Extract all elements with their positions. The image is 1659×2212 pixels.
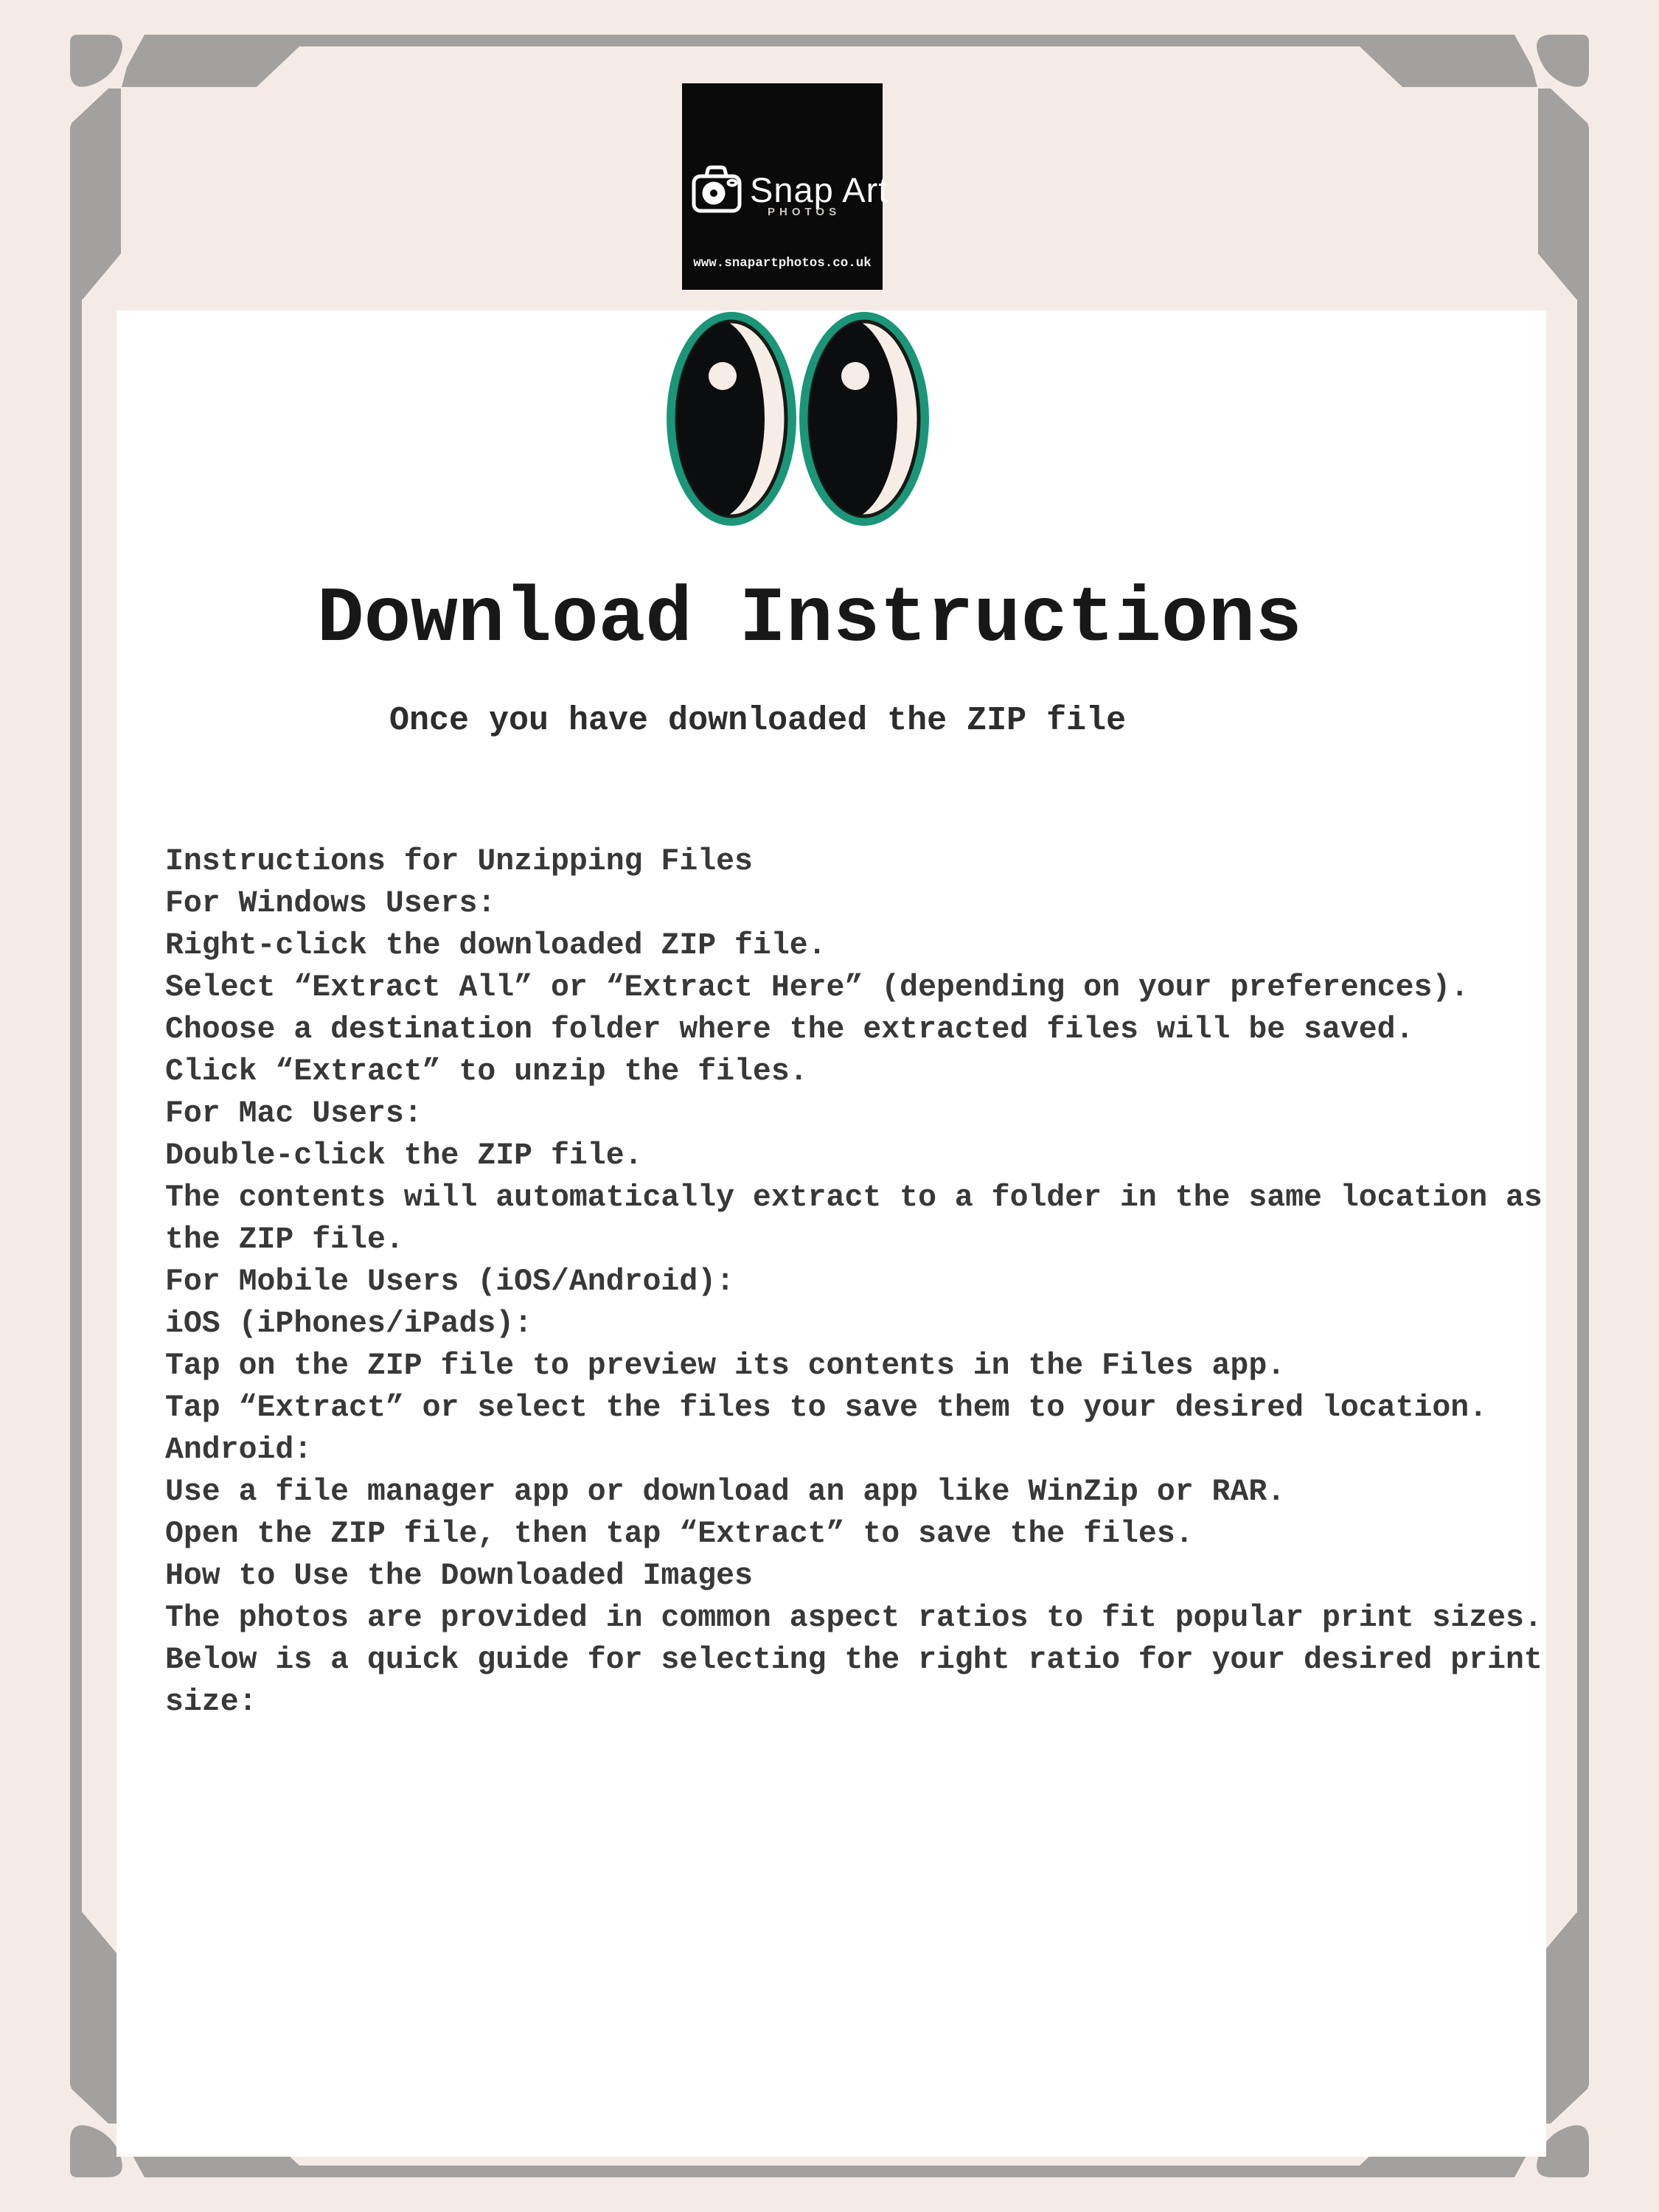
text-line: Double-click the ZIP file. [165, 1138, 643, 1173]
text-line: Instructions for Unzipping Files [165, 844, 753, 879]
page-title: Download Instructions [317, 575, 1302, 664]
text-line: For Windows Users: [165, 886, 496, 921]
text-line: Android: [165, 1433, 313, 1467]
text-line: Choose a destination folder where the extracted files will be saved. [165, 1012, 1414, 1047]
text-line: Tap “Extract” or select the files to save them to your desired location. [165, 1391, 1488, 1425]
page-subtitle: Once you have downloaded the ZIP file [389, 702, 1127, 740]
text-line: Tap on the ZIP file to preview its contents in the Files app. [165, 1349, 1286, 1383]
eyes-icon [666, 311, 930, 526]
camera-icon [691, 164, 745, 215]
text-line: Use a file manager app or download an app like WinZip or RAR. [165, 1475, 1286, 1509]
text-line: For Mobile Users (iOS/Android): [165, 1265, 735, 1299]
text-line: Click “Extract” to unzip the files. [165, 1054, 808, 1089]
brand-tagline: PHOTOS [768, 206, 841, 218]
text-line: The photos are provided in common aspect ratios to fit popular print sizes. [165, 1601, 1543, 1635]
text-line: Select “Extract All” or “Extract Here” (depending on your preferences). [165, 970, 1470, 1005]
frame-top-line [293, 35, 832, 46]
text-line: iOS (iPhones/iPads): [165, 1307, 533, 1341]
text-line: How to Use the Downloaded Images [165, 1559, 753, 1593]
text-line: The contents will automatically extract to a folder in the same location as [165, 1180, 1543, 1215]
text-line: size: [165, 1685, 257, 1719]
brand-logo [682, 83, 889, 290]
instructions-text [165, 841, 1543, 1723]
frame-petal [70, 35, 122, 87]
frame-vertical-ribbon [70, 88, 121, 299]
brand-website-url: www.snapartphotos.co.uk [693, 256, 872, 271]
brand-name: Snap Art [750, 170, 889, 209]
text-line: the ZIP file. [165, 1222, 404, 1257]
text-line: Right-click the downloaded ZIP file. [165, 928, 827, 963]
frame-horizontal-ribbon [122, 35, 299, 87]
text-line: Open the ZIP file, then tap “Extract” to save the files. [165, 1517, 1194, 1551]
frame-side-line [70, 293, 82, 1108]
text-line: Below is a quick guide for selecting the right ratio for your desired print [165, 1643, 1543, 1677]
right-eye [794, 312, 929, 526]
text-line: For Mac Users: [165, 1096, 422, 1131]
left-eye [666, 312, 796, 526]
